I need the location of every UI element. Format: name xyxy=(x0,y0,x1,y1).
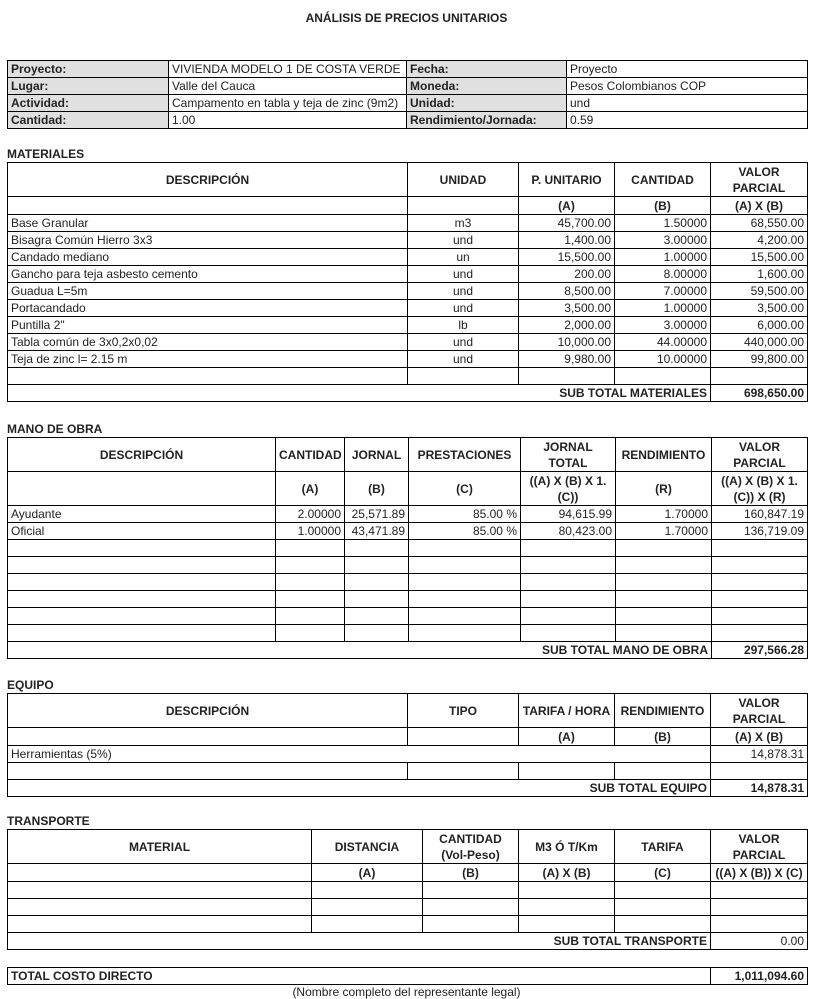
table-cell xyxy=(521,625,616,642)
col-header: DESCRIPCIÓN xyxy=(8,694,408,728)
col-header: CANTIDAD xyxy=(276,438,345,472)
table-cell xyxy=(276,608,345,625)
empty-cell xyxy=(519,916,615,933)
table-cell: 1.70000 xyxy=(616,506,712,523)
moneda-label: Moneda: xyxy=(407,78,567,95)
table-cell xyxy=(8,368,408,385)
col-subheader: (R) xyxy=(616,472,712,506)
empty-cell xyxy=(615,882,711,899)
moneda-value: Pesos Colombianos COP xyxy=(567,78,808,95)
table-cell: 2,000.00 xyxy=(519,317,615,334)
empty-cell xyxy=(519,882,615,899)
col-subheader xyxy=(8,864,312,882)
empty-cell xyxy=(615,899,711,916)
col-header: DESCRIPCIÓN xyxy=(8,438,276,472)
table-cell xyxy=(712,591,808,608)
table-cell: 15,500.00 xyxy=(519,249,615,266)
col-subheader: ((A) X (B) X 1.(C)) X (R) xyxy=(712,472,808,506)
empty-cell xyxy=(312,899,423,916)
empty-cell xyxy=(8,916,312,933)
table-cell: 85.00 % xyxy=(409,506,521,523)
table-cell xyxy=(8,625,276,642)
table-cell: und xyxy=(408,232,519,249)
table-cell: 44.00000 xyxy=(615,334,711,351)
col-subheader: (A) xyxy=(519,728,615,746)
table-cell: 45,700.00 xyxy=(519,215,615,232)
table-cell: 80,423.00 xyxy=(521,523,616,540)
table-cell xyxy=(276,574,345,591)
table-cell: 3.00000 xyxy=(615,317,711,334)
table-row xyxy=(8,317,808,334)
table-cell: Candado mediano xyxy=(8,249,408,266)
equipo-section-title: EQUIPO xyxy=(7,678,54,692)
mano-obra-subtotal-value: 297,566.28 xyxy=(712,642,808,659)
table-cell xyxy=(345,625,409,642)
lugar-value: Valle del Cauca xyxy=(169,78,407,95)
table-row xyxy=(8,506,808,523)
table-cell: 59,500.00 xyxy=(711,283,808,300)
table-cell: 68,550.00 xyxy=(711,215,808,232)
table-cell: 1.00000 xyxy=(276,523,345,540)
table-cell xyxy=(345,540,409,557)
table-cell xyxy=(521,557,616,574)
materiales-subtotal-value: 698,650.00 xyxy=(711,385,808,402)
total-costo-directo-label: TOTAL COSTO DIRECTO xyxy=(8,968,711,985)
table-cell: Portacandado xyxy=(8,300,408,317)
table-cell xyxy=(616,540,712,557)
table-cell: 94,615.99 xyxy=(521,506,616,523)
table-cell: lb xyxy=(408,317,519,334)
empty-cell xyxy=(711,899,808,916)
equipo-table xyxy=(7,693,808,797)
transporte-subtotal-value: 0.00 xyxy=(711,933,808,950)
table-cell: und xyxy=(408,334,519,351)
table-cell xyxy=(8,608,276,625)
table-row xyxy=(8,574,808,591)
total-costo-directo-value: 1,011,094.60 xyxy=(711,968,808,985)
table-cell: 7.00000 xyxy=(615,283,711,300)
table-cell: 99,800.00 xyxy=(711,351,808,368)
empty-cell xyxy=(711,916,808,933)
table-cell: 1,600.00 xyxy=(711,266,808,283)
table-cell xyxy=(409,591,521,608)
table-row xyxy=(8,746,808,763)
table-cell: 440,000.00 xyxy=(711,334,808,351)
table-cell xyxy=(409,608,521,625)
table-cell: 4,200.00 xyxy=(711,232,808,249)
table-cell: un xyxy=(408,249,519,266)
col-subheader: ((A) X (B) X 1.(C)) xyxy=(521,472,616,506)
table-cell: Bisagra Común Hierro 3x3 xyxy=(8,232,408,249)
table-cell xyxy=(408,368,519,385)
table-cell xyxy=(712,557,808,574)
materiales-section-title: MATERIALES xyxy=(7,147,85,161)
table-cell: 3,500.00 xyxy=(711,300,808,317)
table-row xyxy=(8,540,808,557)
table-cell: und xyxy=(408,300,519,317)
table-cell: 9,980.00 xyxy=(519,351,615,368)
empty-cell xyxy=(408,763,519,780)
table-row xyxy=(8,249,808,266)
table-cell: 6,000.00 xyxy=(711,317,808,334)
col-header: TARIFA xyxy=(615,830,711,864)
table-cell xyxy=(276,540,345,557)
col-subheader: (A) X (B) xyxy=(519,864,615,882)
cantidad-value: 1.00 xyxy=(169,112,407,129)
table-row xyxy=(8,351,808,368)
col-subheader: (A) X (B) xyxy=(711,728,808,746)
table-cell xyxy=(521,591,616,608)
col-header: DESCRIPCIÓN xyxy=(8,163,408,197)
fecha-value: Proyecto xyxy=(567,61,808,78)
table-cell xyxy=(615,368,711,385)
col-subheader: (B) xyxy=(345,472,409,506)
table-row xyxy=(8,763,808,780)
table-cell xyxy=(409,625,521,642)
table-cell: Oficial xyxy=(8,523,276,540)
col-header: M3 Ó T/Km xyxy=(519,830,615,864)
empty-cell xyxy=(8,763,408,780)
table-cell: Gancho para teja asbesto cemento xyxy=(8,266,408,283)
table-cell xyxy=(616,608,712,625)
table-cell: 1.70000 xyxy=(616,523,712,540)
table-cell: 1,400.00 xyxy=(519,232,615,249)
empty-cell xyxy=(711,882,808,899)
table-row xyxy=(8,368,808,385)
table-cell: Teja de zinc l= 2.15 m xyxy=(8,351,408,368)
table-row xyxy=(8,232,808,249)
col-header: DISTANCIA xyxy=(312,830,423,864)
empty-cell xyxy=(423,899,519,916)
rendimiento-label: Rendimiento/Jornada: xyxy=(407,112,567,129)
table-cell: 15,500.00 xyxy=(711,249,808,266)
cantidad-label: Cantidad: xyxy=(8,112,169,129)
total-table xyxy=(7,967,808,985)
col-subheader xyxy=(8,197,408,215)
table-cell xyxy=(276,625,345,642)
table-cell: Puntilla 2" xyxy=(8,317,408,334)
col-header: CANTIDAD (Vol-Peso) xyxy=(423,830,519,864)
table-cell xyxy=(712,574,808,591)
mano-obra-table xyxy=(7,437,808,659)
table-row xyxy=(8,523,808,540)
empty-cell xyxy=(615,763,711,780)
table-row xyxy=(8,899,808,916)
table-cell: Guadua L=5m xyxy=(8,283,408,300)
table-cell xyxy=(345,591,409,608)
empty-cell xyxy=(312,916,423,933)
page-title: ANÁLISIS DE PRECIOS UNITARIOS xyxy=(305,11,508,25)
table-cell xyxy=(345,574,409,591)
empty-cell xyxy=(423,882,519,899)
actividad-label: Actividad: xyxy=(8,95,169,112)
col-header: UNIDAD xyxy=(408,163,519,197)
empty-cell xyxy=(615,916,711,933)
table-cell xyxy=(409,557,521,574)
actividad-value: Campamento en tabla y teja de zinc (9m2) xyxy=(169,95,407,112)
table-cell xyxy=(712,540,808,557)
empty-cell xyxy=(8,882,312,899)
empty-cell xyxy=(8,899,312,916)
empty-cell xyxy=(711,763,808,780)
col-subheader: (B) xyxy=(423,864,519,882)
table-row xyxy=(8,266,808,283)
equipo-subtotal-label: SUB TOTAL EQUIPO xyxy=(8,780,711,797)
table-cell xyxy=(519,368,615,385)
col-header: VALOR PARCIAL xyxy=(711,163,808,197)
table-cell: 136,719.09 xyxy=(712,523,808,540)
col-subheader xyxy=(408,728,519,746)
empty-cell xyxy=(423,916,519,933)
mano-obra-subtotal-label: SUB TOTAL MANO DE OBRA xyxy=(8,642,712,659)
table-cell xyxy=(409,574,521,591)
table-row xyxy=(8,882,808,899)
table-cell: 160,847.19 xyxy=(712,506,808,523)
col-header: PRESTACIONES xyxy=(409,438,521,472)
materiales-subtotal-label: SUB TOTAL MATERIALES xyxy=(8,385,711,402)
table-row xyxy=(8,557,808,574)
equipo-subtotal-value: 14,878.31 xyxy=(711,780,808,797)
table-cell xyxy=(616,591,712,608)
proyecto-value: VIVIENDA MODELO 1 DE COSTA VERDE xyxy=(169,61,407,78)
table-cell xyxy=(8,574,276,591)
table-cell: und xyxy=(408,283,519,300)
col-subheader: (A) xyxy=(312,864,423,882)
col-header: RENDIMIENTO xyxy=(616,438,712,472)
transporte-section-title: TRANSPORTE xyxy=(7,814,90,828)
table-cell xyxy=(712,608,808,625)
table-cell: Base Granular xyxy=(8,215,408,232)
col-subheader: (A) xyxy=(519,197,615,215)
table-cell xyxy=(712,625,808,642)
project-info-table xyxy=(7,60,808,129)
table-cell: m3 xyxy=(408,215,519,232)
rendimiento-value: 0.59 xyxy=(567,112,808,129)
col-header: VALOR PARCIAL xyxy=(711,694,808,728)
table-cell: 1.00000 xyxy=(615,300,711,317)
transporte-table xyxy=(7,829,808,950)
herramientas-value: 14,878.31 xyxy=(711,746,808,763)
table-cell: 1.00000 xyxy=(615,249,711,266)
table-cell xyxy=(8,591,276,608)
col-subheader: (A) X (B) xyxy=(711,197,808,215)
col-header: VALOR PARCIAL xyxy=(712,438,808,472)
table-cell: 10,000.00 xyxy=(519,334,615,351)
table-row xyxy=(8,591,808,608)
table-cell xyxy=(616,625,712,642)
proyecto-label: Proyecto: xyxy=(8,61,169,78)
col-subheader: (B) xyxy=(615,728,711,746)
materiales-table xyxy=(7,162,808,402)
col-subheader: (C) xyxy=(409,472,521,506)
col-subheader xyxy=(408,197,519,215)
unidad-value: und xyxy=(567,95,808,112)
table-cell: 8,500.00 xyxy=(519,283,615,300)
table-cell: 3.00000 xyxy=(615,232,711,249)
col-header: JORNAL xyxy=(345,438,409,472)
table-cell: 10.00000 xyxy=(615,351,711,368)
col-subheader xyxy=(8,472,276,506)
table-cell: 25,571.89 xyxy=(345,506,409,523)
table-cell: und xyxy=(408,266,519,283)
col-subheader: (A) xyxy=(276,472,345,506)
table-cell xyxy=(276,591,345,608)
col-subheader: (B) xyxy=(615,197,711,215)
lugar-label: Lugar: xyxy=(8,78,169,95)
table-row xyxy=(8,215,808,232)
col-header: CANTIDAD xyxy=(615,163,711,197)
col-header: VALOR PARCIAL xyxy=(711,830,808,864)
transporte-subtotal-label: SUB TOTAL TRANSPORTE xyxy=(8,933,711,950)
table-cell: 43,471.89 xyxy=(345,523,409,540)
col-header: TARIFA / HORA xyxy=(519,694,615,728)
table-cell xyxy=(521,540,616,557)
table-row xyxy=(8,608,808,625)
col-subheader: ((A) X (B)) X (C) xyxy=(711,864,808,882)
table-row xyxy=(8,916,808,933)
col-header: TIPO xyxy=(408,694,519,728)
unidad-label: Unidad: xyxy=(407,95,567,112)
table-row xyxy=(8,334,808,351)
table-cell xyxy=(521,574,616,591)
table-cell xyxy=(409,540,521,557)
fecha-label: Fecha: xyxy=(407,61,567,78)
table-cell xyxy=(345,608,409,625)
table-cell: 200.00 xyxy=(519,266,615,283)
table-cell: Tabla común de 3x0,2x0,02 xyxy=(8,334,408,351)
table-cell: Ayudante xyxy=(8,506,276,523)
table-cell xyxy=(276,557,345,574)
table-cell: 2.00000 xyxy=(276,506,345,523)
col-header: P. UNITARIO xyxy=(519,163,615,197)
col-subheader: (C) xyxy=(615,864,711,882)
table-cell xyxy=(521,608,616,625)
table-row xyxy=(8,300,808,317)
table-cell xyxy=(616,557,712,574)
empty-cell xyxy=(519,763,615,780)
legal-representative-caption: (Nombre completo del representante legal) xyxy=(292,985,521,999)
col-header: RENDIMIENTO xyxy=(615,694,711,728)
table-cell xyxy=(8,540,276,557)
empty-cell xyxy=(519,899,615,916)
table-cell xyxy=(8,557,276,574)
table-row xyxy=(8,625,808,642)
table-cell xyxy=(711,368,808,385)
table-cell xyxy=(616,574,712,591)
col-header: JORNAL TOTAL xyxy=(521,438,616,472)
mano-obra-section-title: MANO DE OBRA xyxy=(7,422,103,436)
table-cell: 85.00 % xyxy=(409,523,521,540)
table-cell: 8.00000 xyxy=(615,266,711,283)
empty-cell xyxy=(312,882,423,899)
table-cell: 1.50000 xyxy=(615,215,711,232)
herramientas-label: Herramientas (5%) xyxy=(8,746,711,763)
col-header: MATERIAL xyxy=(8,830,312,864)
table-cell: und xyxy=(408,351,519,368)
table-cell: 3,500.00 xyxy=(519,300,615,317)
col-subheader xyxy=(8,728,408,746)
table-cell xyxy=(345,557,409,574)
table-row xyxy=(8,283,808,300)
